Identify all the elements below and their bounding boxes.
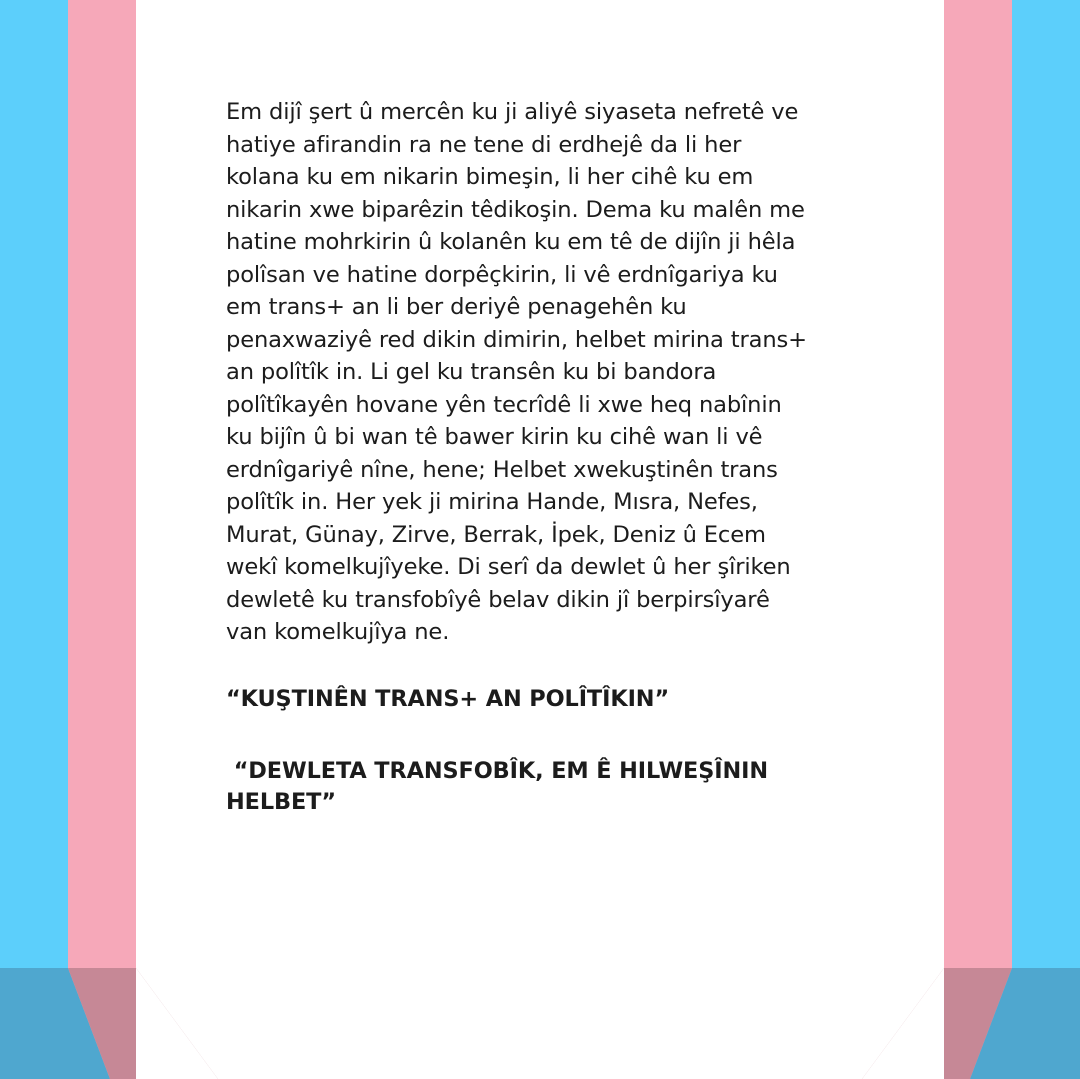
paragraph-line: erdnîgariyê nîne, hene; Helbet xwekuştinên trans <box>226 456 778 483</box>
paragraph-line: polîtîkayên hovane yên tecrîdê li xwe heq nabînin <box>226 391 782 418</box>
paragraph-line: Em dijî şert û mercên ku ji aliyê siyaseta nefretê ve <box>226 99 799 125</box>
slogan-heading-2 <box>226 756 886 818</box>
right-blue-stripe <box>1012 0 1080 1079</box>
paragraph-line: hatiye afirandin ra ne tene di erdhejê da li her <box>226 131 742 158</box>
left-pink-stripe <box>68 0 136 1079</box>
paragraph-line: nikarin xwe biparêzin têdikoşin. Dema ku malên me <box>226 196 805 223</box>
slogan-line: HELBET” <box>226 788 336 815</box>
paragraph-line: em trans+ an li ber deriyê penagehên ku <box>226 294 687 320</box>
paragraph-line: wekî komelkujîyeke. Di serî da dewlet û her şîriken <box>226 554 791 580</box>
slogan-line: “DEWLETA TRANSFOBÎK, EM Ê HILWEŞÎNIN <box>226 757 769 784</box>
paragraph-line: dewletê ku transfobîyê belav dikin jî berpirsîyarê <box>226 586 770 613</box>
right-bottom-white-cut <box>862 968 944 1079</box>
paragraph-line: van komelkujîya ne. <box>226 619 450 645</box>
paragraph-line: an polîtîk in. Li gel ku transên ku bi bandora <box>226 359 717 385</box>
left-blue-stripe <box>0 0 68 1079</box>
paragraph-line: ku bijîn û bi wan tê bawer kirin ku cihê wan li vê <box>226 424 763 450</box>
paragraph-line: Murat, Günay, Zirve, Berrak, İpek, Deniz û Ecem <box>226 521 766 548</box>
body-paragraph <box>226 96 886 649</box>
paragraph-line: penaxwaziyê red dikin dimirin, helbet mirina trans+ <box>226 326 807 353</box>
slogan-heading-1 <box>226 684 886 715</box>
right-pink-stripe <box>944 0 1012 1079</box>
slogan-line: “KUŞTINÊN TRANS+ AN POLÎTÎKIN” <box>226 685 670 712</box>
paragraph-line: polîsan ve hatine dorpêçkirin, li vê erdnîgariya ku <box>226 261 778 288</box>
text-block <box>226 96 886 818</box>
paragraph-line: kolana ku em nikarin bimeşin, li her cihê ku em <box>226 164 754 190</box>
paragraph-line: hatine mohrkirin û kolanên ku em tê de dijîn ji hêla <box>226 229 796 255</box>
left-bottom-white-cut <box>136 968 218 1079</box>
paragraph-line: polîtîk in. Her yek ji mirina Hande, Mısra, Nefes, <box>226 489 758 515</box>
